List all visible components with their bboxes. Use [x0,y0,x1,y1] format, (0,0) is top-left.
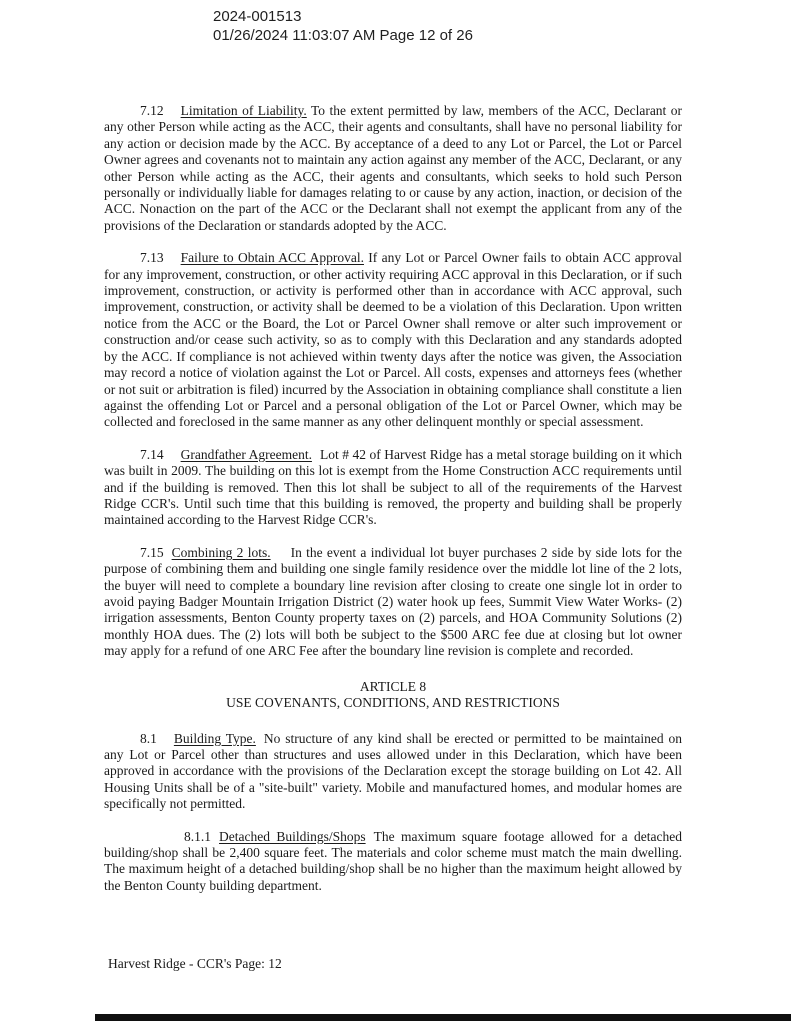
scan-artifact-bar [95,1014,791,1021]
section-8-1 [104,731,682,813]
section-number: 7.12 [140,103,164,118]
recording-number: 2024-001513 [213,8,302,25]
section-7-13 [104,250,682,430]
section-title: Combining 2 lots. [171,544,271,560]
section-8-1-1 [104,829,682,895]
article-number: ARTICLE 8 [359,678,427,694]
section-number: 7.13 [140,250,164,266]
section-text: The maximum square footage allowed for a detached building/shop shall be 2,400 square feet. The materials and color scheme must match the main dwelling. The maximum height of a detached building/shop shall be no higher than the maximum height allowed by the Benton County building department. [104,828,682,893]
document-body [104,103,682,910]
section-title: Detached Buildings/Shops [219,828,366,844]
section-7-15 [104,545,682,660]
section-title: Failure to Obtain ACC Approval. [180,250,364,266]
section-number: 8.1.1 [184,828,211,844]
recording-stamp [213,8,473,45]
recording-timestamp-page: 01/26/2024 11:03:07 AM Page 12 of 26 [213,26,473,44]
section-title: Limitation of Liability. [180,103,307,118]
section-title: Grandfather Agreement. [180,446,312,462]
section-7-12 [104,103,682,234]
section-number: 8.1 [140,730,157,746]
section-text: In the event a individual lot buyer purchases 2 side by side lots for the purpose of combining them and building one single family residence over the middle lot line of the 2 lots, the buyer will need to complete a boundary line revision after closing to create one single lot in order to avoid paying Badger Mountain Irrigation District (2) water hook up fees, Summit View Water Works- (2) irrigation assessments, Benton County property taxes on (2) parcels, and HOA Community Solutions (2) monthly HOA dues. The (2) lots will both be subject to the $500 ARC fee due at closing but lot owner may apply for a refund of one ARC Fee after the boundary line revision is complete and recorded. [104,544,682,659]
section-number: 7.15 [140,544,164,560]
section-number: 7.14 [140,446,164,462]
section-7-14 [104,447,682,529]
section-text: No structure of any kind shall be erected or permitted to be maintained on any Lot or Parcel other than structures and uses allowed under in this Declaration, which have been approved in accordance with the provisions of the Declaration except the storage building on Lot 42. All Housing Units shall be of a "site-built" variety. Mobile and manufactured homes, and modular homes are specifically not permitted. [104,730,682,812]
section-text: If any Lot or Parcel Owner fails to obtain ACC approval for any improvement, construction, or other activity requiring ACC approval in this Declaration, or if such improvement, construction, or activity is performed other than in accordance with ACC approval, such improvement, construction, or activity shall be deemed to be a violation of this Declaration. Upon written notice from the ACC or the Board, the Lot or Parcel Owner shall remove or alter such improvement or construction and/or cease such activity, so as to comply with this Declaration and any standards adopted by the ACC. If compliance is not achieved within twenty days after the notice was given, the Association may record a notice of violation against the Lot or Parcel. All costs, expenses and attorneys fees (whether or not suit or arbitration is filed) incurred by the Association in obtaining compliance shall constitute a lien against the offending Lot or Parcel and a personal obligation of the Lot or Parcel Owner, which may be collected and foreclosed in the same manner as any other delinquent monthly or special assessment. [104,250,682,430]
article-heading [104,679,682,712]
section-text: Lot # 42 of Harvest Ridge has a metal storage building on it which was built in 2009. The building on this lot is exempt from the Home Construction ACC requirements until and if the building is removed. Then this lot shall be subject to all of the requirements of the Harvest Ridge CCR's. Until such time that this building is removed, the property and building shall be properly maintained according to the Harvest Ridge CCR's. [104,446,682,528]
article-title: USE COVENANTS, CONDITIONS, AND RESTRICTIONS [226,695,560,711]
page-footer: Harvest Ridge - CCR's Page: 12 [108,956,282,971]
section-text: To the extent permitted by law, members of the ACC, Declarant or any other Person while acting as the ACC, their agents and consultants, shall have no personal liability for any action or decision made by the ACC. By acceptance of a deed to any Lot or Parcel, the Lot or Parcel Owner agrees and covenants not to maintain any action against any member of the ACC, Declarant, or any other Person while acting as the ACC, their agents and consultants, which seeks to hold such Person personally or individually liable for damages relating to or cause by any action, inaction, or decision of the ACC. Nonaction on the part of the ACC or the Declarant shall not exempt the applicant from any of the provisions of the Declaration or standards adopted by the ACC. [104,103,683,233]
section-title: Building Type. [173,730,256,746]
